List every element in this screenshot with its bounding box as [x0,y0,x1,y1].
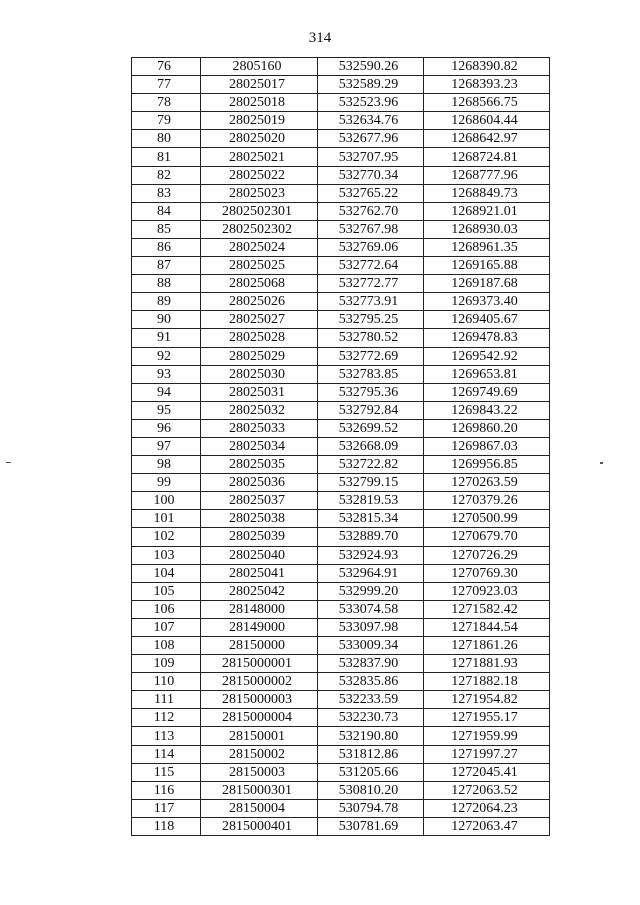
point-code-cell: 28025038 [201,510,318,528]
point-code-cell: 28150001 [201,727,318,745]
table-row [132,383,550,401]
x-coordinate-cell: 533074.58 [318,600,424,618]
point-number-cell: 95 [132,401,201,419]
point-number-cell: 108 [132,637,201,655]
point-number-cell: 97 [132,437,201,455]
point-number-cell: 85 [132,220,201,238]
point-number-cell: 113 [132,727,201,745]
x-coordinate-cell: 532770.34 [318,166,424,184]
table-row [132,763,550,781]
x-coordinate-cell: 532772.69 [318,347,424,365]
y-coordinate-cell: 1269860.20 [424,419,550,437]
x-coordinate-cell: 532799.15 [318,474,424,492]
table-row [132,799,550,817]
point-number-cell: 81 [132,148,201,166]
point-code-cell: 28025037 [201,492,318,510]
x-coordinate-cell: 533097.98 [318,618,424,636]
point-number-cell: 77 [132,76,201,94]
point-number-cell: 89 [132,293,201,311]
table-row [132,582,550,600]
point-number-cell: 87 [132,257,201,275]
table-row [132,94,550,112]
x-coordinate-cell: 532677.96 [318,130,424,148]
point-code-cell: 28148000 [201,600,318,618]
scan-mark-left [6,462,11,463]
point-number-cell: 86 [132,238,201,256]
y-coordinate-cell: 1272045.41 [424,763,550,781]
y-coordinate-cell: 1270379.26 [424,492,550,510]
point-code-cell: 28025040 [201,546,318,564]
point-code-cell: 2815000002 [201,673,318,691]
y-coordinate-cell: 1271882.18 [424,673,550,691]
point-number-cell: 102 [132,528,201,546]
point-number-cell: 118 [132,817,201,835]
point-code-cell: 28025030 [201,365,318,383]
table-row [132,817,550,835]
point-code-cell: 28150003 [201,763,318,781]
x-coordinate-cell: 531812.86 [318,745,424,763]
point-code-cell: 28025025 [201,257,318,275]
table-row [132,727,550,745]
point-code-cell: 28025041 [201,564,318,582]
x-coordinate-cell: 532668.09 [318,437,424,455]
table-row [132,347,550,365]
point-code-cell: 28025019 [201,112,318,130]
y-coordinate-cell: 1269165.88 [424,257,550,275]
x-coordinate-cell: 532233.59 [318,691,424,709]
table-row [132,76,550,94]
table-row [132,130,550,148]
point-code-cell: 28025068 [201,275,318,293]
table-row [132,112,550,130]
x-coordinate-cell: 532795.25 [318,311,424,329]
point-code-cell: 28025017 [201,76,318,94]
page-number: 314 [308,30,332,46]
point-code-cell: 2815000001 [201,655,318,673]
y-coordinate-cell: 1269187.68 [424,275,550,293]
point-code-cell: 2815000301 [201,781,318,799]
x-coordinate-cell: 532230.73 [318,709,424,727]
table-row [132,148,550,166]
table-row [132,257,550,275]
y-coordinate-cell: 1269373.40 [424,293,550,311]
point-code-cell: 28025018 [201,94,318,112]
point-number-cell: 94 [132,383,201,401]
point-code-cell: 28025042 [201,582,318,600]
y-coordinate-cell: 1270679.70 [424,528,550,546]
point-code-cell: 28025027 [201,311,318,329]
y-coordinate-cell: 1268566.75 [424,94,550,112]
point-number-cell: 101 [132,510,201,528]
table-row [132,275,550,293]
point-code-cell: 28150002 [201,745,318,763]
point-code-cell: 28025031 [201,383,318,401]
point-number-cell: 103 [132,546,201,564]
point-number-cell: 115 [132,763,201,781]
point-number-cell: 79 [132,112,201,130]
x-coordinate-cell: 532707.95 [318,148,424,166]
point-code-cell: 2815000401 [201,817,318,835]
x-coordinate-cell: 531205.66 [318,763,424,781]
y-coordinate-cell: 1268777.96 [424,166,550,184]
table-row [132,546,550,564]
point-code-cell: 28025035 [201,456,318,474]
point-number-cell: 105 [132,582,201,600]
point-number-cell: 117 [132,799,201,817]
x-coordinate-cell: 532722.82 [318,456,424,474]
point-number-cell: 82 [132,166,201,184]
y-coordinate-cell: 1271844.54 [424,618,550,636]
table-row [132,637,550,655]
table-row [132,510,550,528]
point-number-cell: 98 [132,456,201,474]
y-coordinate-cell: 1271861.26 [424,637,550,655]
point-number-cell: 96 [132,419,201,437]
table-row [132,691,550,709]
point-code-cell: 28150004 [201,799,318,817]
point-number-cell: 84 [132,202,201,220]
point-number-cell: 106 [132,600,201,618]
y-coordinate-cell: 1268849.73 [424,184,550,202]
coordinates-table-body [132,58,550,836]
point-code-cell: 28025024 [201,238,318,256]
y-coordinate-cell: 1272064.23 [424,799,550,817]
table-row [132,492,550,510]
table-row [132,58,550,76]
table-row [132,437,550,455]
x-coordinate-cell: 532795.36 [318,383,424,401]
table-row [132,419,550,437]
y-coordinate-cell: 1270263.59 [424,474,550,492]
y-coordinate-cell: 1272063.52 [424,781,550,799]
x-coordinate-cell: 532767.98 [318,220,424,238]
x-coordinate-cell: 532634.76 [318,112,424,130]
point-code-cell: 2805160 [201,58,318,76]
table-row [132,709,550,727]
coordinates-table [131,57,550,836]
table-row [132,401,550,419]
x-coordinate-cell: 530781.69 [318,817,424,835]
scan-mark-right [600,462,603,464]
table-row [132,311,550,329]
x-coordinate-cell: 532773.91 [318,293,424,311]
x-coordinate-cell: 532819.53 [318,492,424,510]
point-number-cell: 92 [132,347,201,365]
x-coordinate-cell: 532762.70 [318,202,424,220]
y-coordinate-cell: 1268961.35 [424,238,550,256]
point-code-cell: 28025029 [201,347,318,365]
table-row [132,184,550,202]
point-number-cell: 114 [132,745,201,763]
point-number-cell: 90 [132,311,201,329]
y-coordinate-cell: 1271997.27 [424,745,550,763]
point-code-cell: 28025039 [201,528,318,546]
x-coordinate-cell: 532780.52 [318,329,424,347]
y-coordinate-cell: 1268393.23 [424,76,550,94]
x-coordinate-cell: 532769.06 [318,238,424,256]
table-row [132,365,550,383]
point-number-cell: 111 [132,691,201,709]
x-coordinate-cell: 532999.20 [318,582,424,600]
point-code-cell: 28025023 [201,184,318,202]
point-number-cell: 88 [132,275,201,293]
point-number-cell: 109 [132,655,201,673]
y-coordinate-cell: 1269867.03 [424,437,550,455]
table-row [132,456,550,474]
point-code-cell: 2802502302 [201,220,318,238]
x-coordinate-cell: 532523.96 [318,94,424,112]
point-number-cell: 100 [132,492,201,510]
y-coordinate-cell: 1268604.44 [424,112,550,130]
point-number-cell: 116 [132,781,201,799]
point-code-cell: 28025034 [201,437,318,455]
point-number-cell: 110 [132,673,201,691]
x-coordinate-cell: 532590.26 [318,58,424,76]
point-code-cell: 28025028 [201,329,318,347]
x-coordinate-cell: 532589.29 [318,76,424,94]
x-coordinate-cell: 532964.91 [318,564,424,582]
x-coordinate-cell: 532889.70 [318,528,424,546]
point-code-cell: 28025032 [201,401,318,419]
x-coordinate-cell: 532837.90 [318,655,424,673]
y-coordinate-cell: 1268724.81 [424,148,550,166]
point-code-cell: 28149000 [201,618,318,636]
y-coordinate-cell: 1269653.81 [424,365,550,383]
point-code-cell: 28025033 [201,419,318,437]
x-coordinate-cell: 532190.80 [318,727,424,745]
point-code-cell: 2802502301 [201,202,318,220]
point-number-cell: 93 [132,365,201,383]
y-coordinate-cell: 1268921.01 [424,202,550,220]
y-coordinate-cell: 1272063.47 [424,817,550,835]
point-code-cell: 2815000004 [201,709,318,727]
point-number-cell: 91 [132,329,201,347]
table-row [132,564,550,582]
y-coordinate-cell: 1268930.03 [424,220,550,238]
y-coordinate-cell: 1270769.30 [424,564,550,582]
x-coordinate-cell: 532765.22 [318,184,424,202]
point-code-cell: 28025026 [201,293,318,311]
table-row [132,528,550,546]
y-coordinate-cell: 1271959.99 [424,727,550,745]
y-coordinate-cell: 1268390.82 [424,58,550,76]
point-code-cell: 28150000 [201,637,318,655]
table-row [132,220,550,238]
x-coordinate-cell: 533009.34 [318,637,424,655]
table-row [132,600,550,618]
table-row [132,474,550,492]
table-row [132,166,550,184]
y-coordinate-cell: 1271881.93 [424,655,550,673]
x-coordinate-cell: 532835.86 [318,673,424,691]
x-coordinate-cell: 532699.52 [318,419,424,437]
x-coordinate-cell: 532772.77 [318,275,424,293]
point-number-cell: 83 [132,184,201,202]
table-row [132,202,550,220]
y-coordinate-cell: 1269749.69 [424,383,550,401]
y-coordinate-cell: 1270500.99 [424,510,550,528]
point-number-cell: 76 [132,58,201,76]
point-code-cell: 28025020 [201,130,318,148]
point-code-cell: 28025022 [201,166,318,184]
point-code-cell: 28025036 [201,474,318,492]
y-coordinate-cell: 1269542.92 [424,347,550,365]
point-code-cell: 2815000003 [201,691,318,709]
y-coordinate-cell: 1269478.83 [424,329,550,347]
point-number-cell: 78 [132,94,201,112]
point-number-cell: 80 [132,130,201,148]
y-coordinate-cell: 1269405.67 [424,311,550,329]
x-coordinate-cell: 532783.85 [318,365,424,383]
point-number-cell: 104 [132,564,201,582]
x-coordinate-cell: 530794.78 [318,799,424,817]
table-row [132,655,550,673]
table-row [132,618,550,636]
point-code-cell: 28025021 [201,148,318,166]
table-row [132,745,550,763]
point-number-cell: 107 [132,618,201,636]
y-coordinate-cell: 1270923.03 [424,582,550,600]
y-coordinate-cell: 1271955.17 [424,709,550,727]
y-coordinate-cell: 1271954.82 [424,691,550,709]
x-coordinate-cell: 532792.84 [318,401,424,419]
y-coordinate-cell: 1269956.85 [424,456,550,474]
table-row [132,329,550,347]
y-coordinate-cell: 1271582.42 [424,600,550,618]
x-coordinate-cell: 532772.64 [318,257,424,275]
x-coordinate-cell: 532924.93 [318,546,424,564]
x-coordinate-cell: 532815.34 [318,510,424,528]
x-coordinate-cell: 530810.20 [318,781,424,799]
y-coordinate-cell: 1270726.29 [424,546,550,564]
table-row [132,781,550,799]
table-row [132,293,550,311]
y-coordinate-cell: 1268642.97 [424,130,550,148]
y-coordinate-cell: 1269843.22 [424,401,550,419]
point-number-cell: 112 [132,709,201,727]
point-number-cell: 99 [132,474,201,492]
table-row [132,238,550,256]
table-row [132,673,550,691]
